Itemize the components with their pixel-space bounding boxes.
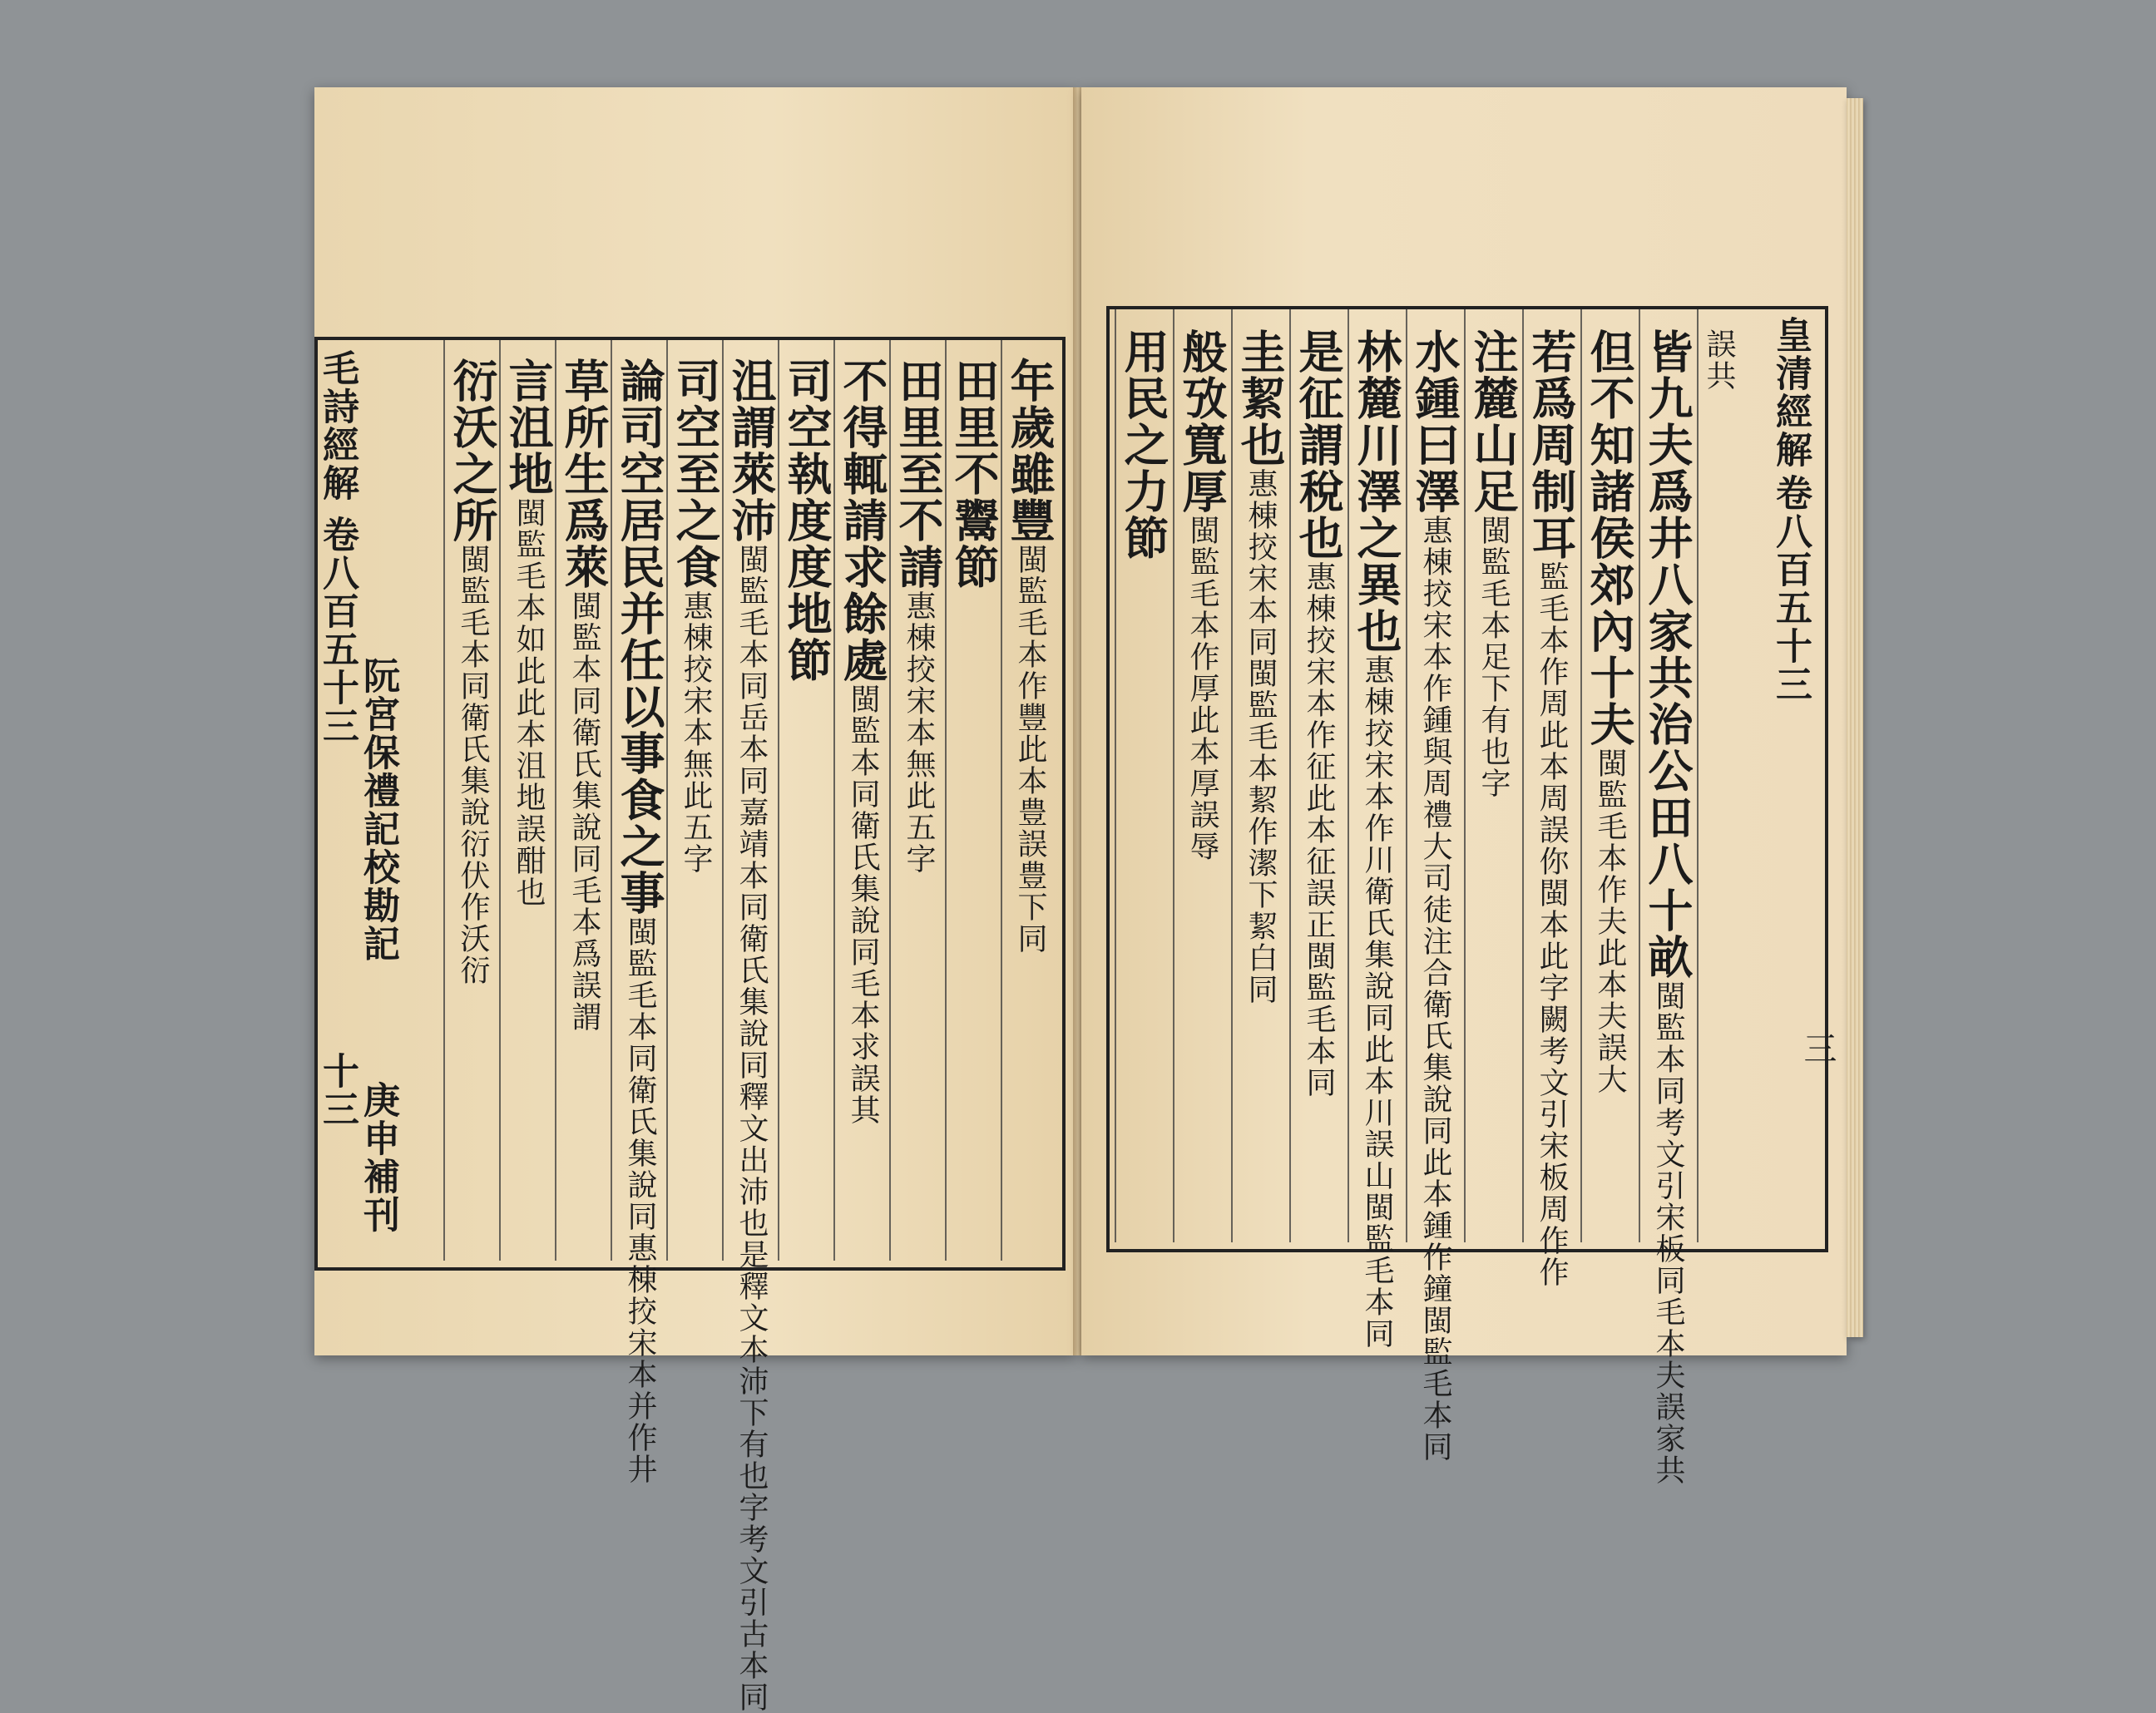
column-divider	[499, 340, 501, 1261]
main-text-segment: 水鍾曰澤	[1408, 328, 1461, 515]
column-divider	[555, 340, 556, 1261]
column-divider	[945, 340, 947, 1261]
annotation-segment: 惠棟挍宋本作川衛氏集說同此本川誤山閩監毛本同	[1360, 654, 1394, 1350]
column-divider	[1001, 340, 1002, 1261]
column-divider	[778, 340, 779, 1261]
text-column	[780, 358, 833, 684]
main-text-segment: 若爲周制耳	[1525, 328, 1578, 561]
main-text-segment: 論司空居民并任以事食之事	[613, 358, 666, 916]
text-column	[1641, 328, 1694, 1486]
text-column	[557, 358, 611, 1033]
annotation-segment: 惠棟挍宋本作征此本征誤正閩監毛本同	[1302, 561, 1336, 1098]
text-column	[446, 358, 499, 986]
column-divider	[1464, 309, 1466, 1242]
text-column	[1466, 328, 1520, 799]
column-divider	[889, 340, 891, 1261]
main-text-segment: 田里至不請	[892, 358, 945, 590]
annotation-segment: 閩監本同衛氏集說同毛本爲誤謂	[567, 590, 601, 1033]
column-divider	[443, 340, 445, 1261]
main-text-segment: 皆九夫爲井八家共治公田八十畝	[1641, 328, 1694, 980]
main-text-segment: 司空執度度地節	[780, 358, 833, 684]
left-margin-author-note: 阮宮保禮記校勘記	[357, 657, 399, 963]
text-column	[1003, 358, 1056, 955]
text-column	[613, 358, 666, 1485]
right-margin-volume: 卷八百五十三	[1769, 474, 1812, 703]
main-text-segment: 田里不鬻節	[947, 358, 1001, 590]
annotation-segment: 閩監本同衛氏集說同毛本求誤其	[846, 684, 880, 1126]
main-text-segment: 林麓川澤之異也	[1350, 328, 1403, 654]
main-text-segment: 般攷寬厚	[1175, 328, 1229, 515]
annotation-segment: 監毛本作周此本周誤你閩本此字闕考文引宋板周作作	[1535, 561, 1569, 1288]
main-text-segment: 年歲雖豐	[1003, 358, 1056, 544]
column-divider	[1173, 309, 1174, 1242]
column-divider	[1697, 309, 1699, 1242]
annotation-segment: 誤共	[1702, 328, 1736, 392]
text-column	[1175, 328, 1229, 862]
annotation-segment: 閩監本同考文引宋板同毛本夫誤家共	[1651, 980, 1685, 1486]
annotation-segment: 閩監毛本如此此本沮地誤酣也	[512, 497, 546, 908]
column-divider	[1348, 309, 1349, 1242]
text-column	[502, 358, 555, 908]
main-text-segment: 言沮地	[502, 358, 555, 497]
text-column	[1702, 328, 1736, 392]
text-column	[1117, 328, 1170, 561]
main-text-segment: 是征謂稅也	[1292, 328, 1345, 561]
column-divider	[666, 340, 668, 1261]
column-divider	[1115, 309, 1116, 1242]
text-column	[1525, 328, 1578, 1288]
annotation-segment: 惠棟挍宋本無此五字	[902, 590, 936, 875]
annotation-segment: 閩監毛本作夫此本夫誤大	[1593, 748, 1627, 1095]
column-divider	[1522, 309, 1524, 1242]
right-margin-title: 皇清經解	[1769, 316, 1812, 469]
column-divider	[1639, 309, 1640, 1242]
annotation-segment: 惠棟挍宋本作鍾與周禮大司徒注合衛氏集說同此本鍾作鐘閩監毛本同	[1418, 515, 1452, 1463]
text-column	[1583, 328, 1636, 1095]
annotation-segment: 閩監毛本同衛氏集說同惠棟挍宋本并作井	[623, 916, 657, 1485]
left-margin-imprint: 庚申補刊	[357, 1081, 399, 1234]
column-divider	[1580, 309, 1582, 1242]
right-margin-page-number: 三	[1798, 1031, 1837, 1066]
annotation-segment: 閩監毛本作厚此本厚誤辱	[1185, 515, 1219, 862]
main-text-segment: 草所生爲萊	[557, 358, 611, 590]
text-column	[892, 358, 945, 875]
text-column	[947, 358, 1001, 590]
left-margin-title: 毛詩經解	[316, 349, 359, 502]
main-text-segment: 圭絜也	[1234, 328, 1287, 468]
annotation-segment: 閩監毛本同衛氏集說衍伏作沃衍	[456, 544, 490, 986]
text-column	[724, 358, 778, 1713]
text-column	[1408, 328, 1461, 1463]
text-column	[836, 358, 889, 1126]
main-text-segment: 注麓山足	[1466, 328, 1520, 515]
annotation-segment: 惠棟挍宋本無此五字	[679, 590, 713, 875]
annotation-segment: 閩監毛本作豐此本豊誤豊下同	[1013, 544, 1047, 955]
main-text-segment: 沮謂萊沛	[724, 358, 778, 544]
text-column	[1350, 328, 1403, 1350]
column-divider	[1289, 309, 1291, 1242]
page-edge-stack	[1847, 98, 1863, 1337]
annotation-segment: 惠棟挍宋本同閩監毛本絜作潔下絜白同	[1244, 468, 1278, 1005]
main-text-segment: 用民之力節	[1117, 328, 1170, 561]
left-margin-volume: 卷八百五十三	[316, 516, 359, 745]
main-text-segment: 但不知諸侯郊內十夫	[1583, 328, 1636, 748]
left-margin-page-number: 十三	[316, 1052, 359, 1128]
column-divider	[1406, 309, 1407, 1242]
main-text-segment: 司空至之食	[669, 358, 722, 590]
column-divider	[722, 340, 724, 1261]
text-column	[669, 358, 722, 875]
column-divider	[611, 340, 612, 1261]
main-text-segment: 衍沃之所	[446, 358, 499, 544]
text-column	[1234, 328, 1287, 1005]
column-divider	[1231, 309, 1233, 1242]
annotation-segment: 閩監毛本同岳本同嘉靖本同衛氏集說同釋文出沛也是釋文本沛下有也字考文引古本同	[734, 544, 769, 1713]
main-text-segment: 不得輒請求餘處	[836, 358, 889, 684]
column-divider	[833, 340, 835, 1261]
text-column	[1292, 328, 1345, 1098]
annotation-segment: 閩監毛本足下有也字	[1476, 515, 1511, 799]
